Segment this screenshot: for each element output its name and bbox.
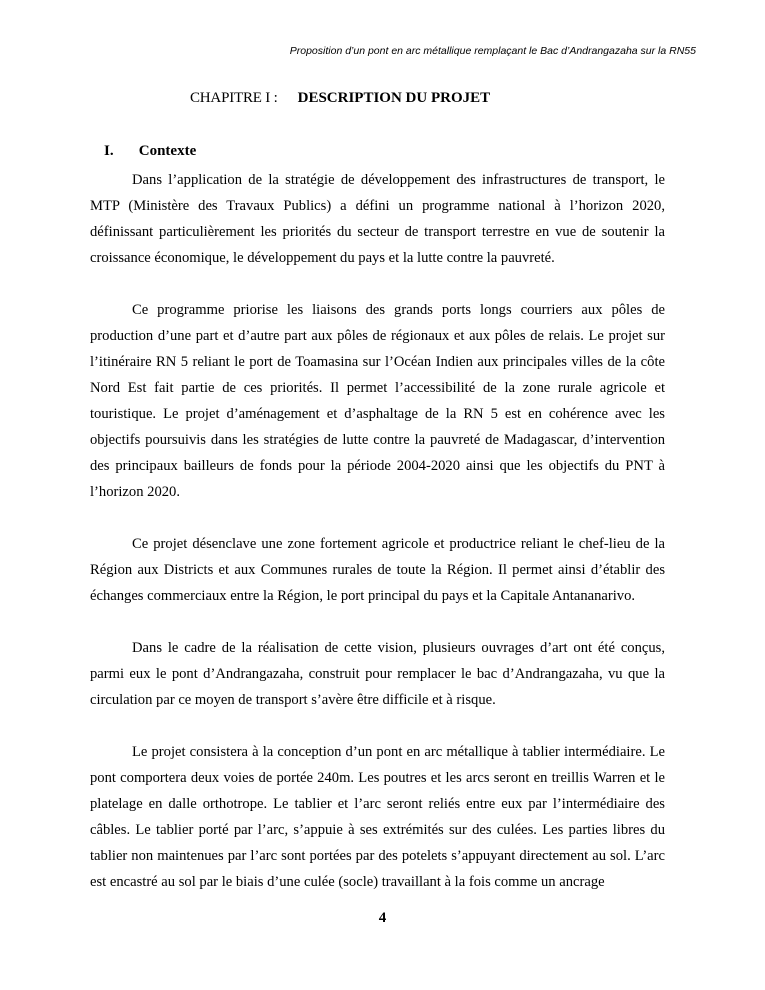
- section-title: Contexte: [138, 143, 197, 159]
- paragraph: Dans l’application de la stratégie de développement des infrastructures de transport, le MTP (Ministère des Travaux Publics) a défini un programme national à l’horizon 2020, définissant particulièrement les priorités du secteur de transport terrestre en vue de soutenir la croissance économique, le développement du pays et la lutte contre la pauvreté.: [90, 172, 665, 266]
- paragraph: Le projet consistera à la conception d’un pont en arc métallique à tablier intermédiaire. Le pont comportera deux voies de portée 240m. Les poutres et les arcs seront en treillis Warren et le platelage en dalle orthotrope. Le tablier et l’arc seront reliés entre eux par l’intermédiaire des câbles. Le tablier porté par l’arc, s’appuie à ses extrémités sur des culées. Les parties libres du tablier non maintenues par l’arc sont portées par des potelets s’appuyant directement au sol. L’arc est encastré au sol par le biais d’une culée (socle) travaillant à la fois comme un ancrage: [90, 744, 665, 890]
- paragraph: Ce projet désenclave une zone fortement agricole et productrice reliant le chef-lieu de la Région aux Districts et aux Communes rurales de toute la Région. Il permet ainsi d’établir des échanges commerciaux entre la Région, le port principal du pays et la Capitale Antananarivo.: [90, 536, 665, 604]
- body-text: [90, 167, 665, 895]
- paragraph: Dans le cadre de la réalisation de cette vision, plusieurs ouvrages d’art ont été conçus, parmi eux le pont d’Andrangazaha, construit pour remplacer le bac d’Andrangazaha, vu que la circulation par ce moyen de transport s’avère être difficile et à risque.: [90, 640, 665, 708]
- page-number: 4: [378, 910, 387, 926]
- chapter-label: CHAPITRE I :: [190, 90, 278, 106]
- paragraph: Ce programme priorise les liaisons des grands ports longs courriers aux pôles de production d’une part et d’autre part aux pôles de régionaux et aux pôles de relais. Le projet sur l’itinéraire RN 5 reliant le port de Toamasina sur l’Océan Indien aux principales villes de la côte Nord Est fait partie de ces priorités. Il permet l’accessibilité de la zone rurale agricole et touristique. Le projet d’aménagement et d’asphaltage de la RN 5 est en cohérence avec les objectifs poursuivis dans les stratégies de lutte contre la pauvreté de Madagascar, d’intervention des principaux bailleurs de fonds pour la période 2004-2020 ainsi que les objectifs du PNT à l’horizon 2020.: [90, 302, 665, 500]
- chapter-heading: [190, 89, 490, 107]
- section-heading: [104, 143, 196, 160]
- chapter-title: DESCRIPTION DU PROJET: [297, 90, 491, 106]
- section-number: I.: [104, 143, 114, 159]
- running-header: Proposition d’un pont en arc métallique remplaçant le Bac d’Andrangazaha sur la RN55: [289, 45, 696, 57]
